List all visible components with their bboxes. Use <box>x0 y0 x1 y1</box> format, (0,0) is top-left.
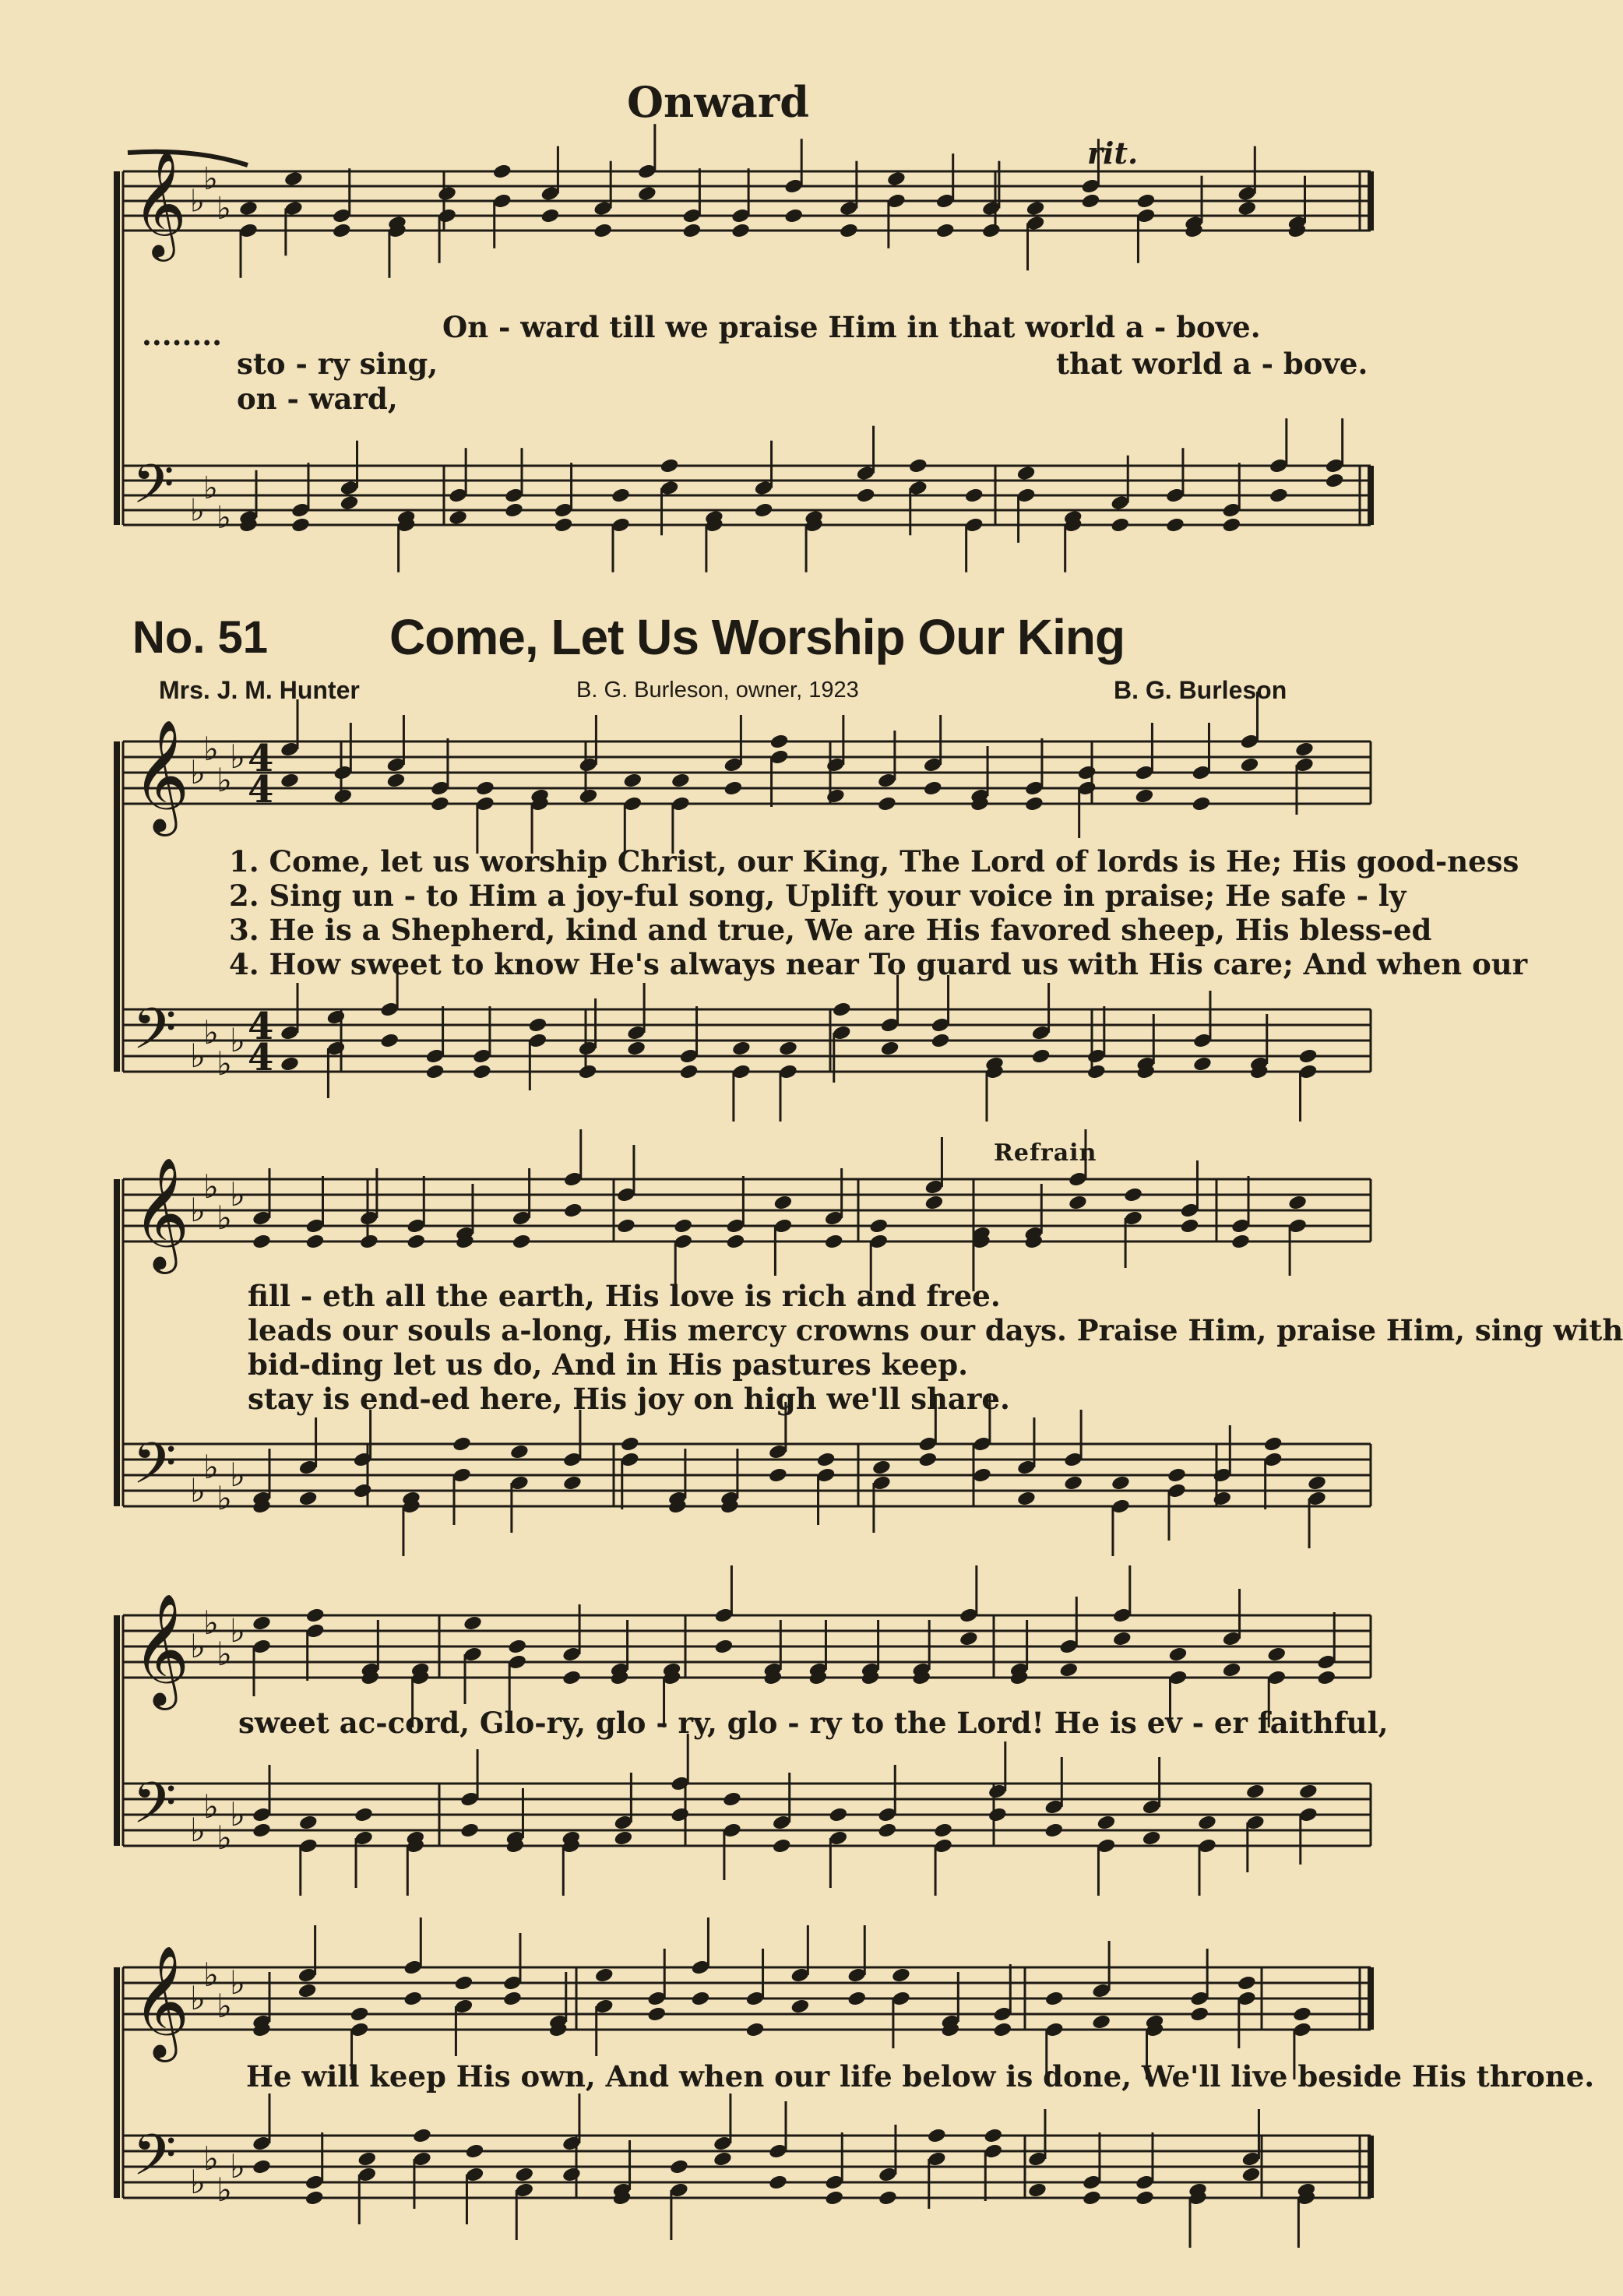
note-head <box>824 2189 844 2206</box>
note-head <box>713 2150 733 2167</box>
note-head <box>437 185 457 202</box>
note-head <box>731 222 751 239</box>
note-head <box>280 1055 300 1072</box>
note-head <box>1168 1646 1188 1663</box>
note-head <box>1307 1474 1327 1491</box>
note-head <box>646 2005 667 2023</box>
note-head <box>908 457 928 474</box>
flat-sign: ♭ <box>217 2171 232 2209</box>
note-head <box>768 2174 788 2191</box>
flat-sign: ♭ <box>203 160 218 197</box>
note-head <box>731 1040 752 1057</box>
note-head <box>1142 1829 1162 1847</box>
flat-sign: ♭ <box>217 499 231 536</box>
flat-sign: ♭ <box>203 1167 219 1206</box>
note-head <box>1197 1814 1217 1831</box>
note-head <box>972 1467 992 1484</box>
note-head <box>754 502 774 519</box>
note-head <box>252 1615 272 1632</box>
bass-clef: 𝄢 <box>132 995 177 1076</box>
note-head <box>1192 795 1212 812</box>
note-head <box>669 2158 689 2175</box>
note-head <box>671 772 691 789</box>
note-head <box>691 1990 711 2007</box>
treble-clef: 𝄞 <box>132 150 187 257</box>
flat-sign: ♭ <box>230 1175 245 1213</box>
flat-sign: ♭ <box>190 1471 206 1509</box>
flat-sign: ♭ <box>203 1604 219 1642</box>
note-head <box>593 222 613 239</box>
note-head <box>354 1806 374 1823</box>
flat-sign: ♭ <box>190 1037 206 1075</box>
note-head <box>1241 2166 1262 2183</box>
note-head <box>379 1032 400 1049</box>
flat-sign: ♭ <box>190 753 206 791</box>
bass-clef: 𝄢 <box>132 1430 177 1510</box>
note-head <box>1068 1194 1088 1211</box>
time-signature: 4 <box>248 737 274 780</box>
flat-sign: ♭ <box>217 761 232 799</box>
note-head <box>492 163 512 180</box>
note-head <box>1135 787 1155 805</box>
verse-line-4-cont: stay is end-ed here, His joy on high we'll share. <box>248 1382 1010 1416</box>
note-head <box>332 222 352 239</box>
note-head <box>252 1233 272 1250</box>
verse-line-3: 3. He is a Shepherd, kind and true, We are His favored sheep, His bless-ed <box>229 913 1432 947</box>
flat-sign: ♭ <box>203 1787 219 1826</box>
note-head <box>1266 1646 1287 1663</box>
treble-clef: 𝄞 <box>132 1593 190 1706</box>
flat-sign: ♭ <box>190 1627 206 1665</box>
note-head <box>350 2005 370 2023</box>
verse-line-4: 4. How sweet to know He's always near To guard us with His care; And when our <box>229 947 1528 981</box>
note-head <box>891 1967 911 1984</box>
time-signature: 4 <box>248 768 274 812</box>
note-head <box>579 787 599 805</box>
flat-sign: ♭ <box>203 1448 219 1486</box>
note-head <box>616 1217 636 1234</box>
note-head <box>983 2127 1003 2144</box>
note-head <box>1221 516 1241 534</box>
flat-sign: ♭ <box>190 1979 206 2017</box>
flat-sign: ♭ <box>217 1635 232 1673</box>
note-head <box>386 772 407 789</box>
note-head <box>923 780 943 797</box>
note-head <box>1086 1063 1107 1080</box>
note-head <box>839 222 859 239</box>
note-head <box>1263 1435 1283 1453</box>
hymn-number: No. 51 <box>132 612 269 663</box>
note-head <box>660 457 680 474</box>
note-head <box>1292 2005 1312 2023</box>
flat-sign: ♭ <box>230 738 245 776</box>
note-head <box>959 1630 979 1647</box>
flat-sign: ♭ <box>203 1013 219 1051</box>
lyric-leader: ........ <box>142 318 223 352</box>
flat-sign: ♭ <box>230 2147 245 2185</box>
note-head <box>772 1837 792 1854</box>
note-head <box>1237 200 1257 217</box>
note-head <box>1031 1048 1051 1065</box>
note-head <box>681 222 702 239</box>
note-head <box>1016 1490 1037 1507</box>
note-head <box>1298 1048 1318 1065</box>
music-credit: B. G. Burleson <box>1114 676 1287 704</box>
note-head <box>252 1822 272 1839</box>
note-head <box>252 2158 272 2175</box>
note-head <box>1110 516 1130 534</box>
note-head <box>353 1482 373 1499</box>
note-head <box>305 1607 326 1624</box>
note-head <box>425 1063 445 1080</box>
note-head <box>1287 1194 1308 1211</box>
flat-sign: ♭ <box>230 1611 245 1650</box>
note-head <box>454 1974 474 1991</box>
note-head <box>826 787 846 805</box>
note-head <box>514 2166 534 2183</box>
note-head <box>1097 1814 1117 1831</box>
note-head <box>714 1638 734 1655</box>
note-head <box>611 487 631 504</box>
note-head <box>832 1001 852 1018</box>
note-head <box>472 1063 492 1080</box>
note-head <box>927 2127 947 2144</box>
note-head <box>594 1967 614 1984</box>
note-head <box>1294 741 1315 758</box>
note-head <box>340 495 360 512</box>
note-head <box>540 207 561 224</box>
note-head <box>917 1451 938 1468</box>
note-head <box>290 516 311 534</box>
note-head <box>1044 1822 1064 1839</box>
flat-sign: ♭ <box>190 1191 206 1229</box>
time-signature: 4 <box>248 1005 274 1048</box>
note-head <box>238 200 259 217</box>
note-head <box>778 1040 798 1057</box>
verse-line-1-cont: fill - eth all the earth, His love is rich and free. <box>248 1279 1001 1313</box>
note-head <box>430 795 450 812</box>
note-head <box>1027 2182 1047 2199</box>
flat-sign: ♭ <box>217 1479 232 1517</box>
note-head <box>507 1638 527 1655</box>
note-head <box>877 795 897 812</box>
refrain-line-2: He will keep His own, And when our life below is done, We'll live beside His throne. <box>246 2059 1595 2094</box>
note-head <box>877 1822 897 1839</box>
treble-clef: 𝄞 <box>132 1946 190 2058</box>
note-head <box>448 509 468 526</box>
note-head <box>1112 1630 1132 1647</box>
note-head <box>620 1435 640 1453</box>
note-head <box>1080 192 1100 210</box>
treble-clef: 𝄞 <box>132 1157 190 1269</box>
note-head <box>305 2189 325 2206</box>
flat-sign: ♭ <box>217 1044 232 1083</box>
note-head <box>1222 1661 1242 1678</box>
note-head <box>878 2189 898 2206</box>
refrain-line-1: sweet ac-cord, Glo-ry, glo - ry, glo - ry to the Lord! He is ev - er faithful, <box>238 1706 1389 1740</box>
flat-sign: ♭ <box>190 1811 206 1849</box>
note-head <box>673 1217 693 1234</box>
note-head <box>333 787 353 805</box>
note-head <box>562 1669 582 1686</box>
flat-sign: ♭ <box>203 2139 219 2178</box>
note-head <box>1237 1974 1257 1991</box>
note-head <box>509 1443 530 1460</box>
note-head <box>1325 472 1345 489</box>
lyric-line: that world a - bove. <box>1056 347 1368 381</box>
note-head <box>931 1032 951 1049</box>
flat-sign: ♭ <box>217 190 231 227</box>
note-head <box>1180 1217 1200 1234</box>
note-head <box>722 1791 742 1808</box>
note-head <box>562 1474 583 1491</box>
note-head <box>562 2166 582 2183</box>
note-head <box>816 1451 836 1468</box>
note-head <box>1245 1783 1266 1800</box>
bass-clef: 𝄢 <box>132 1770 177 1850</box>
note-head <box>1016 465 1037 482</box>
lyric-line: On - ward till we praise Him in that world a - bove. <box>442 310 1261 344</box>
treble-clef: 𝄞 <box>132 720 190 832</box>
note-head <box>886 171 907 188</box>
flat-sign: ♭ <box>203 470 218 506</box>
note-head <box>578 1063 598 1080</box>
note-head <box>1044 1990 1065 2007</box>
note-head <box>622 772 643 789</box>
note-head <box>723 780 743 797</box>
time-signature: 4 <box>248 1036 274 1079</box>
note-head <box>298 1490 319 1507</box>
note-head <box>554 516 574 534</box>
note-head <box>824 1233 844 1250</box>
tempo-marking: rit. <box>1087 136 1139 171</box>
note-head <box>1192 1055 1213 1072</box>
note-head <box>1077 764 1097 781</box>
note-head <box>626 1040 646 1057</box>
note-head <box>828 1806 848 1823</box>
flat-sign: ♭ <box>217 1199 232 1237</box>
note-head <box>1316 1669 1336 1686</box>
note-head <box>465 2143 485 2160</box>
note-head <box>637 185 657 202</box>
note-head <box>512 1233 532 1250</box>
flat-sign: ♭ <box>230 1456 245 1494</box>
note-head <box>283 171 304 188</box>
note-head <box>1230 1233 1251 1250</box>
note-head <box>790 1998 810 2015</box>
note-head <box>769 733 790 750</box>
note-head <box>1024 795 1044 812</box>
flat-sign: ♭ <box>203 730 219 768</box>
note-head <box>935 222 956 239</box>
note-head <box>563 1202 583 1219</box>
note-head <box>768 1467 788 1484</box>
note-head <box>1082 2189 1102 2206</box>
note-head <box>871 1459 892 1476</box>
note-head <box>357 2150 377 2167</box>
note-head <box>745 2021 766 2038</box>
note-head <box>297 1982 318 1999</box>
note-head <box>406 1233 426 1250</box>
flat-sign: ♭ <box>190 183 205 220</box>
note-head <box>459 1822 480 1839</box>
note-head <box>1165 516 1185 534</box>
ownership-credit: B. G. Burleson, owner, 1923 <box>576 678 859 703</box>
note-head <box>992 2021 1012 2038</box>
flat-sign: ♭ <box>190 492 205 529</box>
note-head <box>359 1233 379 1250</box>
verse-line-3-cont: bid-ding let us do, And in His pastures keep. <box>248 1347 969 1382</box>
flat-sign: ♭ <box>203 1956 219 1994</box>
note-head <box>1212 1490 1232 1507</box>
note-head <box>1091 2013 1111 2030</box>
note-head <box>326 1009 347 1026</box>
note-head <box>924 1194 945 1211</box>
note-head <box>783 207 804 224</box>
note-head <box>1026 200 1046 217</box>
lyric-line: on - ward, <box>237 382 398 416</box>
note-head <box>773 1194 794 1211</box>
note-head <box>1240 756 1260 773</box>
bass-clef: 𝄢 <box>132 2122 177 2202</box>
note-head <box>452 1435 472 1453</box>
refrain-label: Refrain <box>994 1139 1097 1167</box>
hymn-title: Come, Let Us Worship Our King <box>389 609 1125 665</box>
note-head <box>502 1990 523 2007</box>
note-head <box>305 1233 326 1250</box>
note-head <box>1167 1467 1187 1484</box>
note-head <box>463 1615 483 1632</box>
note-head <box>412 2127 432 2144</box>
note-head <box>1135 2189 1155 2206</box>
bass-clef: 𝄢 <box>132 452 174 529</box>
verse-line-2-cont: leads our souls a-long, His mercy crowns our days. Praise Him, praise Him, sing with <box>248 1313 1623 1347</box>
words-credit: Mrs. J. M. Hunter <box>159 676 360 704</box>
note-head <box>280 772 300 789</box>
note-head <box>725 1233 745 1250</box>
note-head <box>1189 2005 1209 2023</box>
note-head <box>1269 487 1289 504</box>
note-head <box>847 1990 867 2007</box>
flat-sign: ♭ <box>190 2163 206 2201</box>
note-head <box>868 1217 889 1234</box>
section-title: Onward <box>627 77 809 127</box>
note-head <box>1063 1474 1083 1491</box>
note-head <box>933 1822 953 1839</box>
note-head <box>475 780 495 797</box>
note-head <box>880 1040 900 1057</box>
note-head <box>1111 1474 1131 1491</box>
verse-line-2: 2. Sing un - to Him a joy-ful song, Uplift your voice in praise; He safe - ly <box>229 879 1406 913</box>
lyric-line: sto - ry sing, <box>237 347 438 381</box>
flat-sign: ♭ <box>230 1021 245 1059</box>
flat-sign: ♭ <box>217 1819 232 1857</box>
note-head <box>679 1063 699 1080</box>
note-head <box>613 1829 633 1847</box>
note-head <box>856 487 876 504</box>
flat-sign: ♭ <box>230 1795 245 1833</box>
note-head <box>1298 1783 1318 1800</box>
flat-sign: ♭ <box>217 1987 232 2025</box>
verse-line-1: 1. Come, let us worship Christ, our King, The Lord of lords is He; His good-ness <box>229 844 1519 879</box>
note-head <box>1123 1186 1143 1203</box>
note-head <box>988 1806 1008 1823</box>
note-head <box>981 222 1002 239</box>
note-head <box>298 1814 319 1831</box>
note-head <box>964 487 984 504</box>
flat-sign: ♭ <box>230 1963 245 2002</box>
note-head <box>504 502 524 519</box>
note-head <box>527 1016 547 1034</box>
note-head <box>403 1990 423 2007</box>
note-head <box>1136 192 1157 210</box>
note-head <box>670 1806 690 1823</box>
note-head <box>1058 1661 1079 1678</box>
